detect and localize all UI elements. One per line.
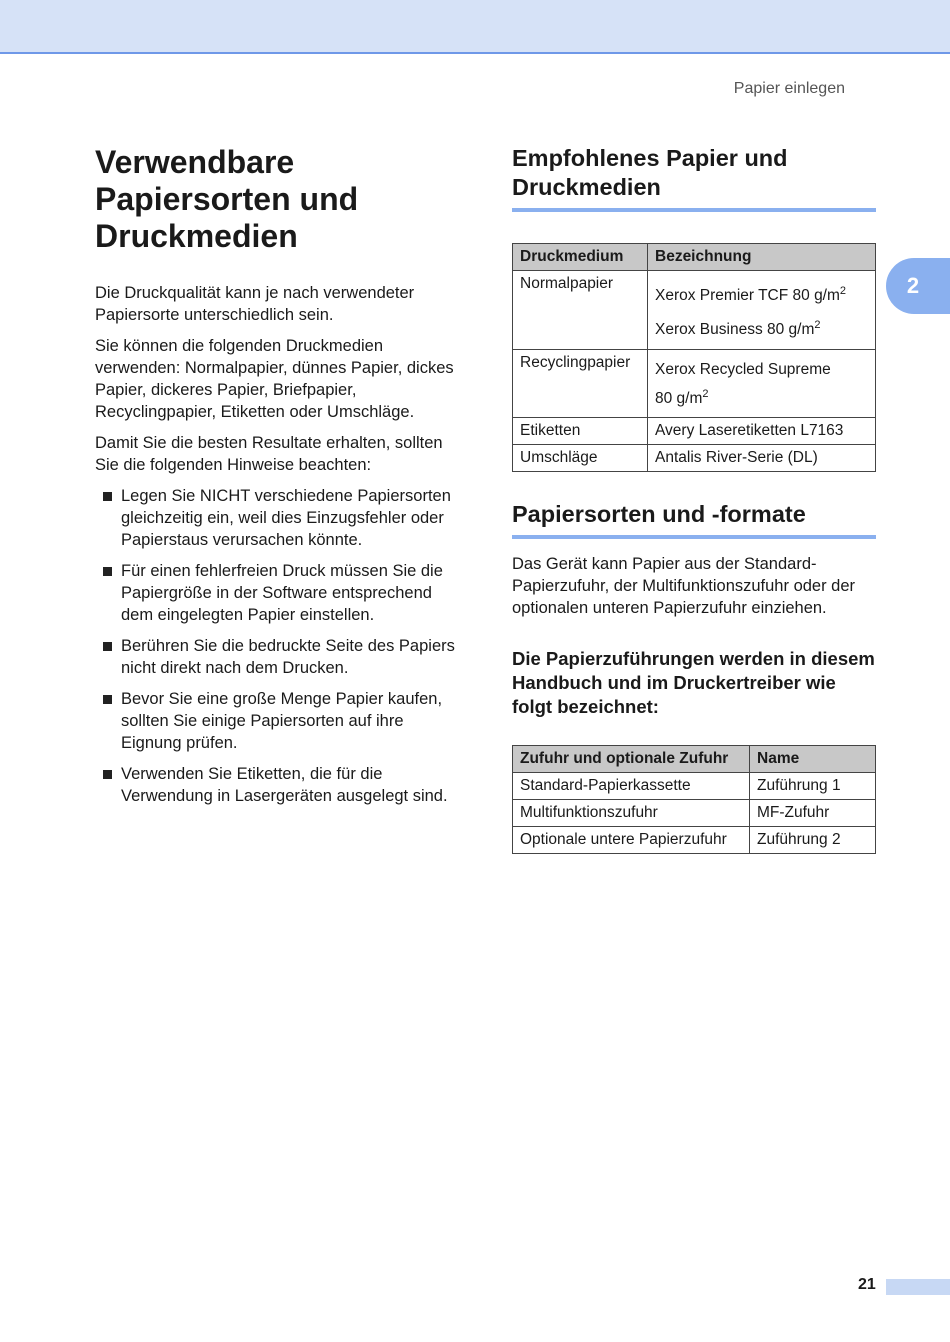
footer-band [886, 1279, 950, 1295]
product-text: 80 g/m [655, 390, 703, 408]
list-item [95, 763, 465, 807]
product-line [655, 274, 868, 309]
table-cell [648, 350, 876, 418]
table-header-row [513, 746, 876, 773]
list-item [95, 485, 465, 551]
table-cell: Zuführung 2 [750, 827, 876, 854]
list-item [95, 560, 465, 626]
product-text: Xerox Premier TCF 80 g/m [655, 287, 840, 305]
table-row [513, 445, 876, 472]
table-row [513, 418, 876, 445]
table-cell: Multifunktionszufuhr [513, 800, 750, 827]
hint-list [95, 485, 465, 807]
table-row [513, 800, 876, 827]
superscript: 2 [702, 388, 709, 401]
bullet-square-icon [103, 567, 112, 576]
table-cell [648, 271, 876, 350]
table-row [513, 350, 876, 418]
bullet-square-icon [103, 695, 112, 704]
paragraph: Damit Sie die besten Resultate erhalten, sollten Sie die folgenden Hinweise beachten: [95, 434, 443, 474]
list-item-text: Für einen fehlerfreien Druck müssen Sie die Papiergröße in der Software entsprechend dem eingelegten Papier einstellen. [121, 562, 443, 624]
paragraph: Das Gerät kann Papier aus der Standard-Papierzufuhr, der Multifunktionszufuhr oder der optionalen unteren Papierzufuhr einziehen. [512, 555, 856, 618]
product-line [655, 353, 868, 383]
table-row [513, 827, 876, 854]
table-cell: Recyclingpapier [513, 350, 648, 418]
table-cell: Etiketten [513, 418, 648, 445]
table-header-cell: Zufuhr und optionale Zufuhr [513, 746, 750, 773]
table-header-cell: Bezeichnung [648, 244, 876, 271]
bullet-square-icon [103, 492, 112, 501]
list-item [95, 635, 465, 679]
paragraph: Sie können die folgenden Druckmedien verwenden: Normalpapier, dünnes Papier, dickes Papier, dickeres Papier, Briefpapier, Recyclingpapier, Etiketten oder Umschläge. [95, 337, 454, 421]
bullet-square-icon [103, 642, 112, 651]
section-title-recommended-paper: Empfohlenes Papier und Druckmedien [512, 144, 876, 212]
paragraph: Die Druckqualität kann je nach verwendeter Papiersorte unterschiedlich sein. [95, 284, 415, 324]
list-item-text: Legen Sie NICHT verschiedene Papiersorten gleichzeitig ein, weil dies Einzugsfehler oder Papierstaus verursachen könnte. [121, 487, 451, 549]
right-column [512, 144, 876, 854]
product-text: Xerox Business 80 g/m [655, 321, 815, 339]
page-title: Verwendbare Papiersorten und Druckmedien [95, 144, 359, 254]
table-cell: Normalpapier [513, 271, 648, 350]
table-header-row [513, 244, 876, 271]
list-item [95, 688, 465, 754]
left-column [95, 144, 465, 816]
list-item-text: Berühren Sie die bedruckte Seite des Papiers nicht direkt nach dem Drucken. [121, 637, 455, 677]
table-header-cell: Name [750, 746, 876, 773]
running-head: Papier einlegen [733, 80, 845, 97]
table-cell: Standard-Papierkassette [513, 773, 750, 800]
table-cell: Antalis River-Serie (DL) [648, 445, 876, 472]
table-cell: MF-Zufuhr [750, 800, 876, 827]
product-line [655, 309, 868, 346]
table-header-cell: Druckmedium [513, 244, 648, 271]
table-cell: Zuführung 1 [750, 773, 876, 800]
bullet-square-icon [103, 770, 112, 779]
superscript: 2 [814, 319, 821, 332]
superscript: 2 [839, 285, 847, 297]
section-title-paper-types-formats: Papiersorten und -formate [512, 500, 876, 539]
subheading-trays: Die Papierzuführungen werden in diesem Handbuch und im Druckertreiber wie folgt bezeichnet: [512, 648, 875, 718]
page-number: 21 [858, 1276, 876, 1293]
list-item-text: Verwenden Sie Etiketten, die für die Verwendung in Lasergeräten ausgelegt sind. [121, 765, 448, 805]
list-item-text: Bevor Sie eine große Menge Papier kaufen, sollten Sie einige Papiersorten auf ihre Eignung prüfen. [121, 690, 443, 752]
header-band [0, 0, 950, 54]
tray-names-table [512, 745, 876, 854]
product-line [655, 383, 868, 414]
product-text: Xerox Recycled Supreme [655, 361, 831, 379]
table-cell: Umschläge [513, 445, 648, 472]
recommended-media-table [512, 243, 876, 472]
table-cell: Avery Laseretiketten L7163 [648, 418, 876, 445]
table-row [513, 773, 876, 800]
chapter-tab: 2 [886, 258, 950, 314]
table-row [513, 271, 876, 350]
table-cell: Optionale untere Papierzufuhr [513, 827, 750, 854]
